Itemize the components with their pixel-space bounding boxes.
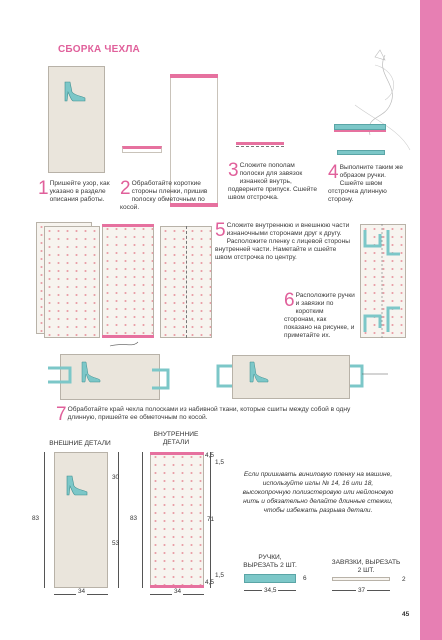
- ties-label: ЗАВЯЗКИ, ВЫРЕЗАТЬ 2 ШТ.: [331, 559, 401, 574]
- handle-width-value: 6: [303, 575, 307, 582]
- step-5-text: 5 Сложите внутреннюю и внешнюю части изнаночными сторонами друг к другу. Расположите пленку с лицевой стороны внутренней части. Наметайте и сшейте швом отстрочка по центру.: [215, 220, 350, 261]
- outer-height-value: 83: [32, 515, 40, 522]
- inner-top-margin-value: 1,5: [215, 459, 224, 466]
- handle-length-value: 34,5: [264, 587, 277, 594]
- tie-strip-illustration: [236, 142, 284, 145]
- handle-pattern-piece: [244, 574, 296, 583]
- step-1-number: 1: [38, 178, 49, 199]
- page-number: 45: [402, 611, 410, 618]
- cover-outer-handles: [40, 340, 190, 410]
- step-1-text: 1 Пришейте узор, как указано в разделе описания работы.: [38, 178, 110, 203]
- center-stitch-line: [186, 226, 187, 338]
- step-4-text: 4 Выполните таким же образом ручки. Сшейте швом отстрочка длинную сторону.: [328, 162, 404, 203]
- inner-front-binding-bottom: [102, 335, 154, 338]
- step-7-text: 7 Обработайте край чехла полосками из набивной ткани, которые сшиты между собой в одну длинную, пришейте ее обметочным по косой.: [56, 404, 351, 425]
- inner-width-value: 34: [174, 588, 182, 595]
- outer-pattern-shoe-icon: [64, 470, 90, 500]
- step-3-number: 3: [228, 160, 239, 181]
- outer-bottom-part-value: 53: [112, 540, 120, 547]
- step-7-number: 7: [56, 404, 67, 425]
- step-4-number: 4: [328, 162, 339, 183]
- cover-finished-handles: [212, 350, 388, 406]
- step-6-text: 6 Расположите ручки и завязки по коротким сторонам, как показано на рисунке, и приметайте их.: [284, 290, 355, 339]
- inner-pattern-piece: [150, 452, 204, 588]
- inner-bottom-small-value: 4,5: [205, 579, 214, 586]
- step-2-number: 2: [120, 178, 131, 199]
- handle-edge: [334, 130, 386, 132]
- inner-panel-middle: [44, 226, 100, 338]
- sewing-machine-note: Если пришивать виниловую пленку на машине, используйте иглы № 14, 16 или 18, высокопрочную полиэстеровую или нейлоновую нить и обязательно делайте длинные стежки, чтобы избежать разрыва детали.: [242, 471, 394, 514]
- outer-parts-label: ВНЕШНИЕ ДЕТАЛИ: [49, 440, 111, 447]
- inner-height-dim-line: [142, 452, 143, 588]
- outer-right-dim-line: [118, 452, 119, 588]
- handle-and-tie-attachment-illustration: [360, 224, 406, 338]
- inner-height-value: 83: [130, 515, 138, 522]
- decorative-swirl-illustration: [345, 45, 415, 155]
- tie-width-value: 2: [402, 576, 406, 583]
- tie-strip-stitch: [236, 146, 284, 147]
- inner-bottom-margin-value: 1,5: [215, 572, 224, 579]
- inner-pattern-top-binding: [150, 452, 204, 455]
- outer-width-value: 34: [78, 588, 86, 595]
- tie-pattern-piece: [332, 577, 390, 581]
- handle-strip-folded: [337, 150, 385, 155]
- handles-label: РУЧКИ, ВЫРЕЗАТЬ 2 ШТ.: [243, 554, 297, 569]
- outer-top-part-value: 30: [112, 474, 120, 481]
- inner-front-binding-top: [102, 224, 154, 227]
- inner-parts-label: ВНУТРЕННИЕ ДЕТАЛИ: [153, 431, 199, 446]
- step-3-text: 3 Сложите пополам полоски для завязок изнанкой внутрь, подверните припуск. Сшейте швом отстрочка.: [228, 160, 318, 201]
- page-side-strip: [420, 0, 442, 640]
- vinyl-edge-detail: [122, 146, 162, 153]
- section-title: СБОРКА ЧЕХЛА: [58, 44, 140, 55]
- outer-height-dim-line: [44, 452, 45, 588]
- inner-panel-front: [102, 224, 154, 338]
- inner-middle-value: 71: [207, 516, 215, 523]
- step-5-number: 5: [215, 220, 226, 241]
- inner-top-small-value: 4,5: [205, 452, 214, 459]
- vinyl-top-binding: [170, 74, 218, 78]
- shoe-appliqué-icon: [62, 78, 88, 104]
- tie-length-value: 37: [358, 587, 366, 594]
- step-6-number: 6: [284, 290, 295, 311]
- step-2-text: 2 Обработайте короткие стороны пленки, пришив полоску обметочным по косой.: [120, 178, 208, 211]
